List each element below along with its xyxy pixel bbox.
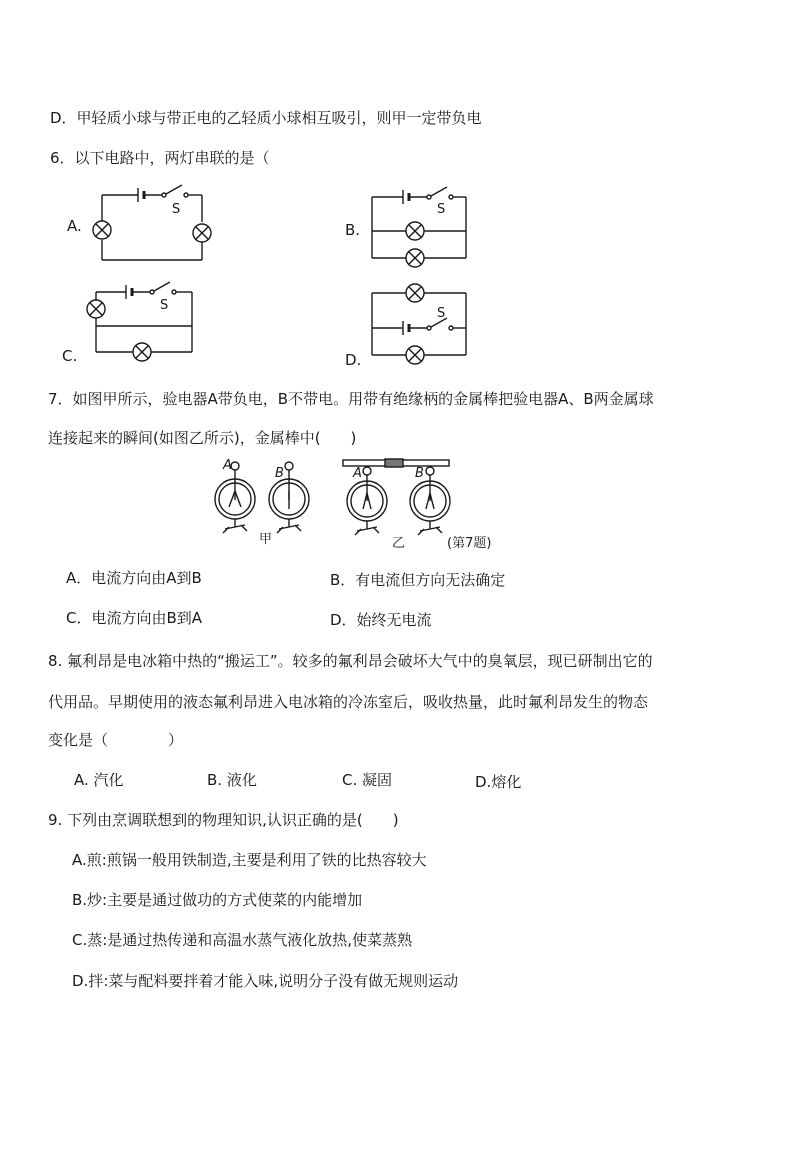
q6-label-a: A.	[67, 217, 82, 235]
circuit-a-switch-label: S	[172, 202, 181, 217]
q9-option-c: C.蒸:是通过热传递和高温水蒸气液化放热,使菜蒸熟	[72, 931, 413, 949]
q9-option-d: D.拌:菜与配料要拌着才能入味,说明分子没有做无规则运动	[72, 972, 459, 990]
fig-yi-caption: 乙	[392, 536, 406, 551]
q6-label-d: D.	[345, 351, 362, 369]
electroscope-figure	[205, 455, 505, 555]
q8-line1: 8. 氟利昂是电冰箱中热的“搬运工”。较多的氟利昂会破坏大气中的臭氧层，现已研制出它的	[48, 652, 653, 670]
q7-option-b: B．有电流但方向无法确定	[330, 571, 506, 589]
q9-stem: 9. 下列由烹调联想到的物理知识,认识正确的是( )	[48, 811, 399, 829]
circuit-b-diagram	[365, 183, 475, 273]
fig-yi-label-a: A	[353, 466, 362, 481]
q8-line2: 代用品。早期使用的液态氟利昂进入电冰箱的冷冻室后，吸收热量，此时氟利昂发生的物态	[48, 693, 649, 711]
circuit-c-switch-label: S	[160, 298, 169, 313]
circuit-d-switch-label: S	[437, 306, 446, 321]
q8-option-b: B. 液化	[207, 771, 257, 789]
q7-option-c: C．电流方向由B到A	[66, 609, 203, 627]
q8-option-a: A. 汽化	[74, 771, 124, 789]
circuit-c-diagram	[86, 280, 201, 360]
q9-option-a: A.煎:煎锅一般用铁制造,主要是利用了铁的比热容较大	[72, 851, 427, 869]
q8-option-d: D.熔化	[475, 773, 522, 791]
q6-label-b: B.	[345, 221, 361, 239]
fig-jia-caption: 甲	[259, 532, 273, 547]
q7-option-a: A．电流方向由A到B	[66, 569, 202, 587]
fig-yi-label-b: B	[415, 466, 424, 481]
fig-jia-label-a: A	[223, 458, 232, 473]
q7-stem-line1: 7．如图甲所示，验电器A带负电，B不带电。用带有绝缘柄的金属棒把验电器A、B两金属球	[48, 390, 654, 408]
q8-line3: 变化是（ ）	[48, 731, 184, 749]
fig-number-caption: (第7题)	[447, 536, 492, 551]
q8-option-c: C. 凝固	[342, 771, 393, 789]
q9-option-b: B.炒:主要是通过做功的方式使菜的内能增加	[72, 891, 363, 909]
fig-jia-label-b: B	[275, 466, 284, 481]
q7-option-d: D．始终无电流	[330, 611, 432, 629]
q7-stem-line2: 连接起来的瞬间(如图乙所示)，金属棒中( )	[48, 429, 357, 447]
q6-stem: 6．以下电路中，两灯串联的是（	[50, 149, 270, 167]
circuit-a-diagram	[90, 180, 220, 270]
q6-label-c: C.	[62, 347, 78, 365]
circuit-d-diagram	[365, 283, 475, 368]
circuit-b-switch-label: S	[437, 202, 446, 217]
q5-option-d: D．甲轻质小球与带正电的乙轻质小球相互吸引，则甲一定带负电	[50, 109, 482, 127]
